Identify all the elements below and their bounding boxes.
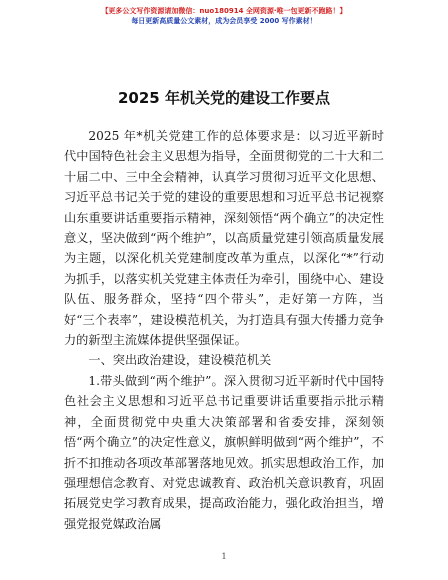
section-heading: [64, 350, 384, 370]
section-paragraph-text: 1.带头做到“两个维护”。深入贯彻习近平新时代中国特色社会主义思想和习近平总书记重要讲话重要指示批示精神，全面贯彻党中央重大决策部署和省委安排，深刻领悟“两个确立”的决定性意义，旗帜鲜明做到“两个维护”，不折不扣推动各项改革部署落地见效。抓实思想政治工作，加强理想信念教育、对党忠诚教育、政治机关意识教育，巩固拓展党史学习教育成果，提高政治能力，强化政治担当，增强党报党媒政治属: [64, 374, 384, 531]
paragraph-text: 2025 年*机关党建工作的总体要求是：以习近平新时代中国特色社会主义思想为指导，全面贯彻党的二十大和二十届二中、三中全会精神，认真学习贯彻习近平文化思想、习近平总书记关于党的建设的重要思想和习近平总书记视察山东重要讲话重要指示精神，深刻领悟“两个确立”的决定性意义，坚决做到“两个维护”，以高质量党建引领高质量发展为主题，以深化机关党建制度改革为重点，以深化“*”行动为抓手，以落实机关党建主体责任为牵引，围绕中心、建设队伍、服务群众，坚持“四个带头”，走好第一方阵，当好“三个表率”，建设模范机关，为打造具有强大传播力竞争力的新型主流媒体提供坚强保证。: [64, 129, 384, 348]
section-paragraph: [64, 371, 384, 534]
promo-banner-line-2: 每日更新高质量公文素材，成为会员享受 2000 写作素材！: [131, 17, 317, 25]
promo-banner-line-1: 【更多公文写作资源请加微信：nuo180914 全网资源·唯一包更新不跑路！】: [101, 7, 347, 15]
intro-paragraph: [64, 126, 384, 350]
page-number: 1: [221, 552, 227, 561]
document-title: 2025 年机关党的建设工作要点: [118, 89, 330, 107]
promo-banner: [0, 6, 448, 26]
section-heading-text: 一、突出政治建设，建设模范机关: [88, 353, 272, 367]
